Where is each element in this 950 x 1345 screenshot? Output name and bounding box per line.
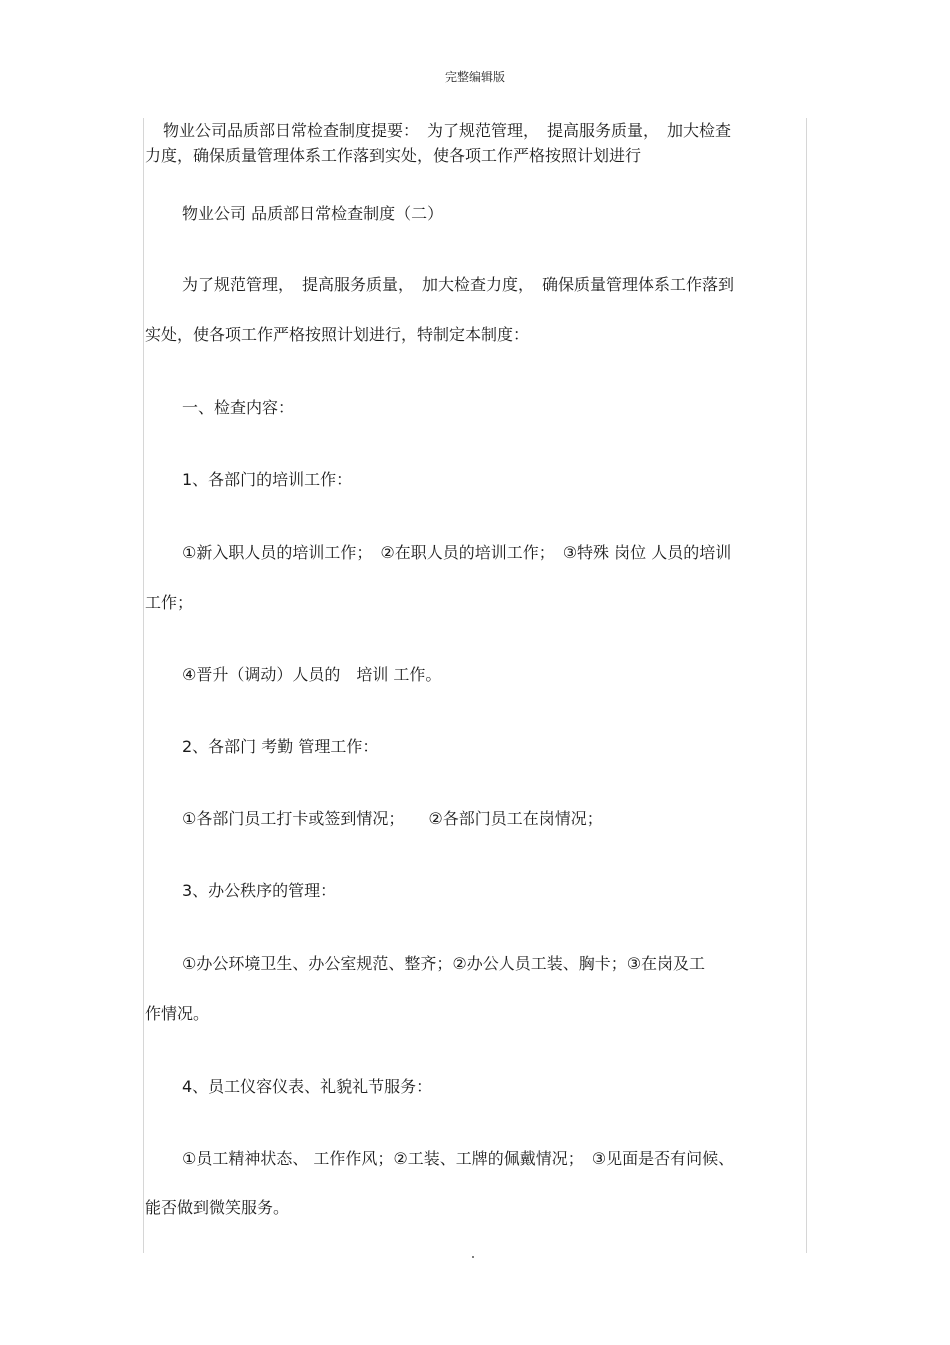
section-heading-inspection-content: 一、检查内容： <box>182 398 295 417</box>
item-3-line-1: ①办公环境卫生、办公室规范、整齐；②办公人员工装、胸卡；③在岗及工 <box>182 954 706 973</box>
item-3-line-2: 作情况。 <box>145 1004 210 1023</box>
item-1-line-1: ①新入职人员的培训工作； ②在职人员的培训工作； ③特殊 岗位 人员的培训 <box>182 543 732 562</box>
left-margin-line <box>143 118 144 1253</box>
item-3-heading: 3、办公秩序的管理： <box>182 881 337 900</box>
right-margin-line <box>806 118 807 1253</box>
item-1-line-2: 工作； <box>145 593 194 612</box>
intro-line-1: 为了规范管理， 提高服务质量， 加大检查力度， 确保质量管理体系工作落到 <box>182 275 735 294</box>
page-header: 完整编辑版 <box>444 70 505 84</box>
item-4-line-1: ①员工精神状态、 工作作风；②工装、工牌的佩戴情况； ③见面是否有问候、 <box>182 1149 735 1168</box>
item-4-line-2: 能否做到微笑服务。 <box>145 1198 290 1217</box>
document-title: 物业公司 品质部日常检查制度（二） <box>182 204 444 223</box>
page-footer-dot <box>472 1256 474 1258</box>
summary-line-1: 物业公司品质部日常检查制度提要： 为了规范管理， 提高服务质量， 加大检查 <box>163 121 732 140</box>
item-1-heading: 1、各部门的培训工作： <box>182 470 353 489</box>
intro-line-2: 实处，使各项工作严格按照计划进行，特制定本制度： <box>145 325 530 344</box>
item-2-heading: 2、各部门 考勤 管理工作： <box>182 737 379 756</box>
item-4-heading: 4、员工仪容仪表、礼貌礼节服务： <box>182 1077 433 1096</box>
item-2-line-1: ①各部门员工打卡或签到情况； ②各部门员工在岗情况； <box>182 809 603 828</box>
summary-line-2: 力度，确保质量管理体系工作落到实处，使各项工作严格按照计划进行 <box>145 146 642 165</box>
item-1-line-3: ④晋升（调动）人员的 培训 工作。 <box>182 665 442 684</box>
